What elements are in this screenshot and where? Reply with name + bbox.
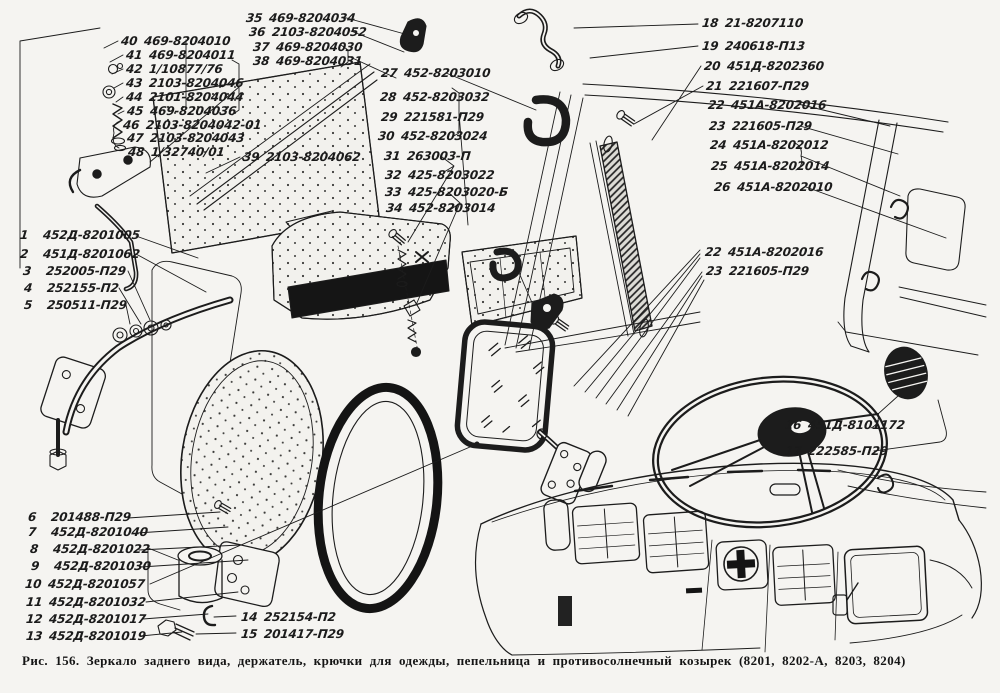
callout-part-number: 452Д-8201022 [52, 542, 151, 556]
callout-part-number: 469-8204034 [268, 11, 357, 25]
callout-part-number: 252005-П29 [45, 264, 127, 278]
callout-number: 12 [25, 612, 44, 626]
callout-number: 47 [126, 131, 145, 145]
callout-23 [705, 264, 809, 278]
callout-42 [125, 62, 223, 76]
callout-number: 10 [24, 577, 43, 591]
callout-37 [252, 40, 363, 54]
callout-number: 41 [125, 48, 144, 62]
callout-29 [380, 110, 484, 124]
callout-44 [125, 90, 244, 104]
callout-part-number: 451А-8202010 [736, 180, 834, 194]
callout-34 [385, 201, 496, 215]
callout-number: 5 [23, 298, 33, 312]
callout-3 [22, 264, 126, 278]
callout-40 [120, 34, 231, 48]
callout-17 [784, 444, 888, 458]
callout-part-number: 2103-8204043 [149, 131, 246, 145]
callout-10 [24, 577, 145, 591]
callout-18 [701, 16, 804, 30]
callout-part-number: 469-8204010 [143, 34, 232, 48]
callout-part-number: 221605-П29 [728, 264, 810, 278]
callout-part-number: 252155-П2 [46, 281, 120, 295]
callout-27 [380, 66, 491, 80]
callout-5 [23, 298, 127, 312]
callout-number: 29 [380, 110, 399, 124]
callout-number: 45 [126, 104, 145, 118]
callout-number: 8 [29, 542, 39, 556]
callout-16 [784, 418, 905, 432]
callout-20 [703, 59, 824, 73]
callout-30 [377, 129, 488, 143]
callout-number: 15 [240, 627, 259, 641]
callout-4 [23, 281, 119, 295]
callout-part-number: 469-8204030 [275, 40, 364, 54]
callout-part-number: 250511-П29 [46, 298, 128, 312]
callout-32 [384, 168, 495, 182]
callout-25 [710, 159, 830, 173]
callout-number: 40 [120, 34, 139, 48]
callout-19 [701, 39, 805, 53]
callout-part-number: 240618-П13 [724, 39, 806, 53]
callout-part-number: 452Д-8201030 [53, 559, 152, 573]
callout-28 [379, 90, 490, 104]
callout-part-number: 452Д-8201057 [47, 577, 146, 591]
callout-11 [25, 595, 146, 609]
callout-8 [29, 542, 150, 556]
callout-part-number: 469-8204011 [148, 48, 237, 62]
callout-part-number: 469-8204031 [275, 54, 364, 68]
callout-number: 3 [22, 264, 32, 278]
callout-1 [19, 228, 140, 242]
callout-part-number: 1/32740/01 [150, 145, 226, 159]
callout-number: 43 [125, 76, 144, 90]
callout-23 [708, 119, 812, 133]
callout-12 [25, 612, 146, 626]
callout-number: 48 [127, 145, 146, 159]
callout-number: 35 [245, 11, 264, 25]
callout-number: 17 [784, 444, 803, 458]
callout-22 [707, 98, 827, 112]
callout-number: 36 [248, 25, 267, 39]
callout-number: 16 [784, 418, 803, 432]
callout-part-number: 452-8203010 [403, 66, 492, 80]
callout-number: 7 [27, 525, 37, 539]
callout-number: 27 [380, 66, 399, 80]
callout-part-number: 452Д-8201040 [50, 525, 149, 539]
callout-part-number: 451А-8202014 [733, 159, 831, 173]
callout-number: 23 [708, 119, 727, 133]
callout-part-number: 425-8203022 [407, 168, 496, 182]
callout-number: 21 [705, 79, 724, 93]
callout-24 [709, 138, 829, 152]
callout-part-number: 2103-8204046 [148, 76, 245, 90]
callout-number: 37 [252, 40, 271, 54]
callout-part-number: 222585-П29 [807, 444, 889, 458]
callout-number: 31 [383, 149, 402, 163]
callout-part-number: 201417-П29 [263, 627, 345, 641]
callout-number: 30 [377, 129, 396, 143]
callout-13 [25, 629, 146, 643]
callout-part-number: 452-8203032 [402, 90, 491, 104]
callout-part-number: 2101-8204044 [148, 90, 245, 104]
callout-number: 9 [30, 559, 40, 573]
callout-part-number: 451А-8202016 [727, 245, 825, 259]
callout-47 [126, 131, 245, 145]
callout-part-number: 2103-8204042-01 [145, 118, 263, 132]
callout-number: 4 [23, 281, 33, 295]
callout-number: 39 [242, 150, 261, 164]
callout-part-number: 2103-8204062 [265, 150, 362, 164]
callout-number: 28 [379, 90, 398, 104]
callout-21 [705, 79, 809, 93]
callout-number: 44 [125, 90, 144, 104]
callout-number: 22 [704, 245, 723, 259]
callout-part-number: 452Д-8201032 [48, 595, 147, 609]
callout-number: 11 [25, 595, 44, 609]
callout-7 [27, 525, 148, 539]
callout-2 [19, 247, 140, 261]
callout-part-number: 451А-8202012 [732, 138, 830, 152]
callout-part-number: 263003-П [406, 149, 472, 163]
callout-number: 18 [701, 16, 720, 30]
callout-39 [242, 150, 361, 164]
callout-part-number: 452-8203024 [400, 129, 489, 143]
callout-number: 14 [240, 610, 259, 624]
callout-part-number: 252154-П2 [263, 610, 337, 624]
callout-number: 13 [25, 629, 44, 643]
callout-number: 33 [384, 185, 403, 199]
callout-45 [126, 104, 237, 118]
callout-6 [27, 510, 131, 524]
callout-number: 38 [252, 54, 271, 68]
callout-part-number: 21-8207110 [724, 16, 804, 30]
callout-part-number: 451Д-8202360 [726, 59, 825, 73]
callout-part-number: 469-8204036 [149, 104, 238, 118]
callout-number: 26 [713, 180, 732, 194]
callout-number: 34 [385, 201, 404, 215]
callout-part-number: 452-8203014 [408, 201, 497, 215]
callout-36 [248, 25, 367, 39]
callout-number: 19 [701, 39, 720, 53]
callout-number: 25 [710, 159, 729, 173]
callout-part-number: 1/10877/76 [148, 62, 224, 76]
callout-number: 23 [705, 264, 724, 278]
callout-part-number: 2103-8204052 [271, 25, 368, 39]
callout-31 [383, 149, 471, 163]
callout-part-number: 221607-П29 [728, 79, 810, 93]
callout-part-number: 425-8203020-Б [407, 185, 509, 199]
callout-33 [384, 185, 508, 199]
callout-part-number: 221581-П29 [403, 110, 485, 124]
callout-part-number: 452Д-8201017 [48, 612, 147, 626]
callout-48 [127, 145, 225, 159]
callout-number: 22 [707, 98, 726, 112]
callout-number: 20 [703, 59, 722, 73]
callout-number: 2 [19, 247, 29, 261]
callout-26 [713, 180, 833, 194]
callout-part-number: 452Д-8201019 [48, 629, 147, 643]
callout-15 [240, 627, 344, 641]
callout-number: 24 [709, 138, 728, 152]
callout-part-number: 451Д-8201062 [42, 247, 141, 261]
callout-number: 42 [125, 62, 144, 76]
callout-part-number: 451Д-8101172 [807, 418, 906, 432]
figure-caption: Рис. 156. Зеркало заднего вида, держатель, крючки для одежды, пепельница и противосолнечный козырек (8201, 8202-А, 8203, 8204) [22, 653, 906, 668]
callout-number: 6 [27, 510, 37, 524]
callout-number: 32 [384, 168, 403, 182]
callout-part-number: 451А-8202016 [730, 98, 828, 112]
callout-number: 1 [19, 228, 29, 242]
callout-41 [125, 48, 236, 62]
callout-number: 46 [122, 118, 141, 132]
callout-38 [252, 54, 363, 68]
callout-9 [30, 559, 151, 573]
callout-part-number: 221605-П29 [731, 119, 813, 133]
callout-part-number: 201488-П29 [50, 510, 132, 524]
callout-14 [240, 610, 336, 624]
callout-part-number: 452Д-8201005 [42, 228, 141, 242]
callout-35 [245, 11, 356, 25]
callout-43 [125, 76, 244, 90]
callout-46 [122, 118, 262, 132]
callout-22 [704, 245, 824, 259]
